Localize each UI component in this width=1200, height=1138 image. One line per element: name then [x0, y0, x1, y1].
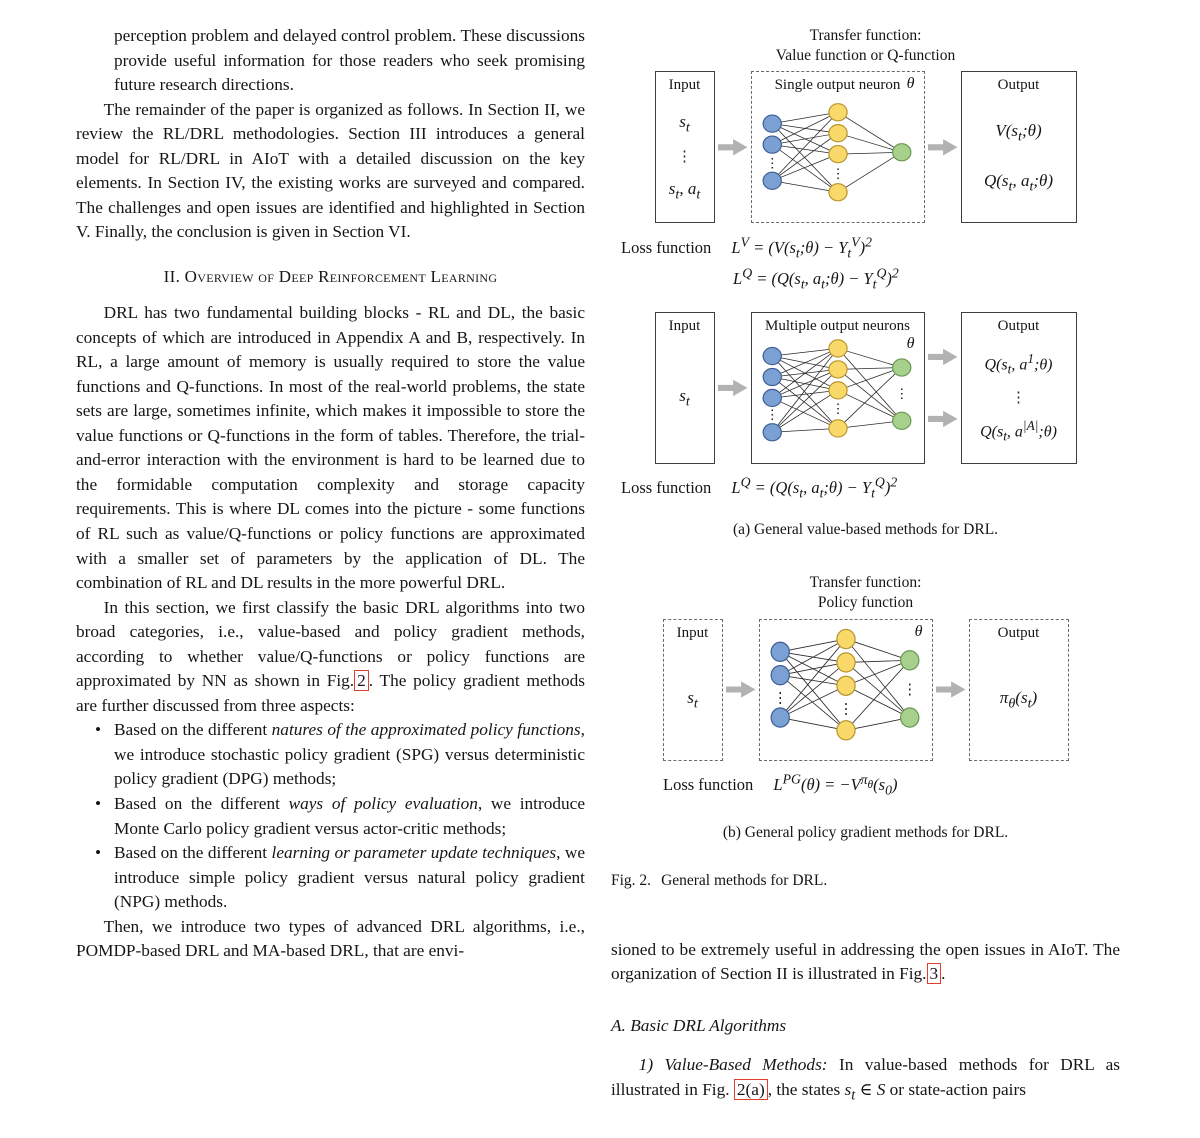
q-function-aA-eq: $Q(s_t$, $a^{|A|};\theta$): [980, 417, 1057, 444]
state-symbol: $s_t$: [679, 112, 690, 136]
subfigure-a: [611, 26, 1120, 541]
section-heading-ii: II. Overview of Deep Reinforcement Learning: [163, 266, 498, 286]
theta-label: θ: [906, 75, 915, 93]
input-neurons: [771, 642, 789, 727]
paragraph-organization: The remainder of the paper is organized as follows. In Section II, we review the RL/DRL methodologies. Section III introduces a general model for RL/DRL in AIoT with a detailed discussion on the key elements. In Section IV, the existing works are surveyed and compared. The challenges and open issues are identified and highlighted in Section V. Finally, the conclusion is given in Section VI.: [76, 99, 585, 242]
flow-arrow-icon: [928, 139, 958, 156]
paragraph-continuation: perception problem and delayed control problem. These discussions provide useful information for those readers who seek promising future research directions.: [114, 26, 585, 95]
network-label: Multiple output neurons: [765, 317, 910, 334]
output-neurons: [892, 143, 910, 160]
network-box-multi: [751, 312, 925, 464]
title-line: Value function or Q-function: [775, 47, 956, 65]
paragraph-classification: In this section, we first classify the basic DRL algorithms into two broad categories, i.e., value-based and policy gradient methods, according to whether value/Q-functions or policy functions are approximated by NN as shown in Fig. 2 . The policy gradient methods are further discussed from three aspects:: [76, 597, 586, 715]
flow-arrow-icon: [718, 139, 748, 156]
loss-eq-v: $L^V$ = $(V(s_t;\theta) - Y_t^V)^2$: [731, 234, 872, 261]
subcaption-b: (b) General policy gradient methods for DRL.: [722, 823, 1009, 841]
state-action-symbol: $s_t$, $a_t$: [668, 179, 701, 203]
input-neurons: [763, 348, 781, 441]
state-symbol: $s_t$: [679, 386, 690, 410]
network-box-single: [751, 71, 925, 223]
bullet-item-policy-evaluation: • Based on the different ways of policy evaluation, we introduce Monte Carlo policy gradient versus actor-critic methods;: [114, 792, 585, 841]
bullet-item-spg-dpg: • Based on the different natures of the approximated policy functions, we introduce stochastic policy gradient (SPG) versus deterministic policy gradient (DPG) methods;: [114, 718, 585, 792]
input-values: [656, 97, 714, 223]
loss-eq-pg: $L^{PG}(\theta) = -V^{\pi_\theta}(s_0)$: [773, 771, 898, 798]
input-label: Input: [676, 624, 709, 641]
loss-eq-q: $L^Q = (Q(s_t$, $a_t;\theta) - Y_t^Q)^2$: [731, 474, 898, 501]
title-line: Transfer function:: [809, 27, 922, 44]
subsection-heading-a: A. Basic DRL Algorithms: [611, 1015, 787, 1035]
input-box: [655, 312, 715, 464]
input-values: [664, 644, 722, 760]
theta-label: θ: [914, 622, 923, 640]
input-neurons: [763, 115, 781, 189]
output-box: [961, 71, 1077, 223]
loss-label: Loss function: [621, 237, 712, 257]
input-label: Input: [668, 77, 701, 94]
paragraph-advanced-drl: Then, we introduce two types of advanced DRL algorithms, i.e., POMDP-based DRL and MA-based DRL, that are envi-: [76, 916, 585, 961]
figure-caption-text: General methods for DRL.: [661, 871, 828, 889]
value-function-eq: $V(s_t;\theta)$: [995, 120, 1042, 145]
transfer-function-title-b: [611, 573, 1120, 613]
svg-text:⋮: ⋮: [764, 407, 779, 423]
svg-text:⋮: ⋮: [772, 689, 787, 707]
flow-arrow-icon: [928, 410, 958, 427]
input-box: [663, 619, 723, 761]
flow-arrow-icon: [726, 681, 756, 698]
subcaption-a: (a) General value-based methods for DRL.: [732, 521, 999, 539]
citation-ref[interactable]: 3: [927, 963, 942, 984]
output-label: Output: [997, 317, 1040, 334]
input-label: Input: [668, 317, 701, 334]
svg-text:⋮: ⋮: [830, 401, 845, 417]
bullet-item-npg: • Based on the different learning or parameter update techniques, we introduce simple policy gradient versus natural policy gradient (NPG) methods.: [114, 841, 585, 915]
vertical-dots: ⋮: [677, 149, 692, 166]
loss-function-row: [663, 770, 1120, 800]
svg-text:⋮: ⋮: [830, 165, 845, 181]
output-box: [961, 312, 1077, 464]
svg-text:⋮: ⋮: [838, 700, 853, 717]
input-box: [655, 71, 715, 223]
loss-function-row: [621, 232, 1120, 262]
theta-label: θ: [906, 334, 915, 352]
paragraph-value-based: 1) Value-Based Methods: In value-based methods for DRL as illustrated in Fig. 2(a) , the states $s_t$ ∈ S or state-action pairs: [611, 1055, 1121, 1104]
output-label: Output: [997, 77, 1040, 94]
citation-ref[interactable]: 2: [354, 670, 369, 691]
hidden-neurons: [836, 629, 854, 739]
neural-network-graphic: [752, 337, 924, 463]
svg-text:⋮: ⋮: [894, 386, 909, 402]
paragraph-drl-blocks: DRL has two fundamental building blocks - RL and DL, the basic concepts of which are introduced in Appendix A and B, respectively. In RL, a large amount of memory is usually required to store the value functions and Q-functions. In most of the real-world problems, the state sets are large, sometimes infinite, which makes it impossible to store the value functions or Q-functions in the form of tables. Therefore, the trial-and-error interaction with the environment is hard to be learned due to the formidable computation complexity and storage capacity requirements. This is where DL comes into the picture - some functions of RL such as value/Q-functions or policy functions are approximated with a smaller set of parameters by the application of DL. The combination of RL and DL results in the more powerful DRL.: [76, 303, 585, 593]
policy-eq: $\pi_\theta(s_t)$: [999, 687, 1038, 712]
flow-arrows: [925, 326, 961, 450]
flow-arrow-icon: [928, 348, 958, 365]
vertical-dots: ⋮: [1011, 390, 1026, 407]
neural-network-graphic: [752, 97, 924, 223]
output-values: [970, 644, 1068, 760]
title-line: Transfer function:: [809, 574, 922, 592]
output-box: [969, 619, 1069, 761]
hidden-neurons: [828, 340, 846, 437]
output-label: Output: [997, 624, 1040, 641]
figure-2: [611, 26, 1120, 892]
network-label: Single output neuron: [774, 77, 901, 94]
hidden-neurons: [828, 103, 846, 200]
title-line: Policy function: [817, 594, 914, 612]
state-symbol: $s_t$: [687, 687, 698, 712]
flow-arrow-icon: [936, 681, 966, 698]
subfigure-b: [611, 573, 1120, 844]
q-function-eq: $Q(s_t$, $a_t;\theta$): [983, 170, 1054, 194]
q-function-a1-eq: $Q(s_t$, $a^1;\theta$): [984, 350, 1053, 377]
left-column: [76, 24, 585, 1106]
right-column: [611, 24, 1120, 1106]
citation-ref[interactable]: 2(a): [734, 1079, 768, 1100]
loss-eq-q: $L^Q = (Q(s_t$, $a_t;\theta) - Y_t^Q)^2$: [733, 265, 899, 292]
transfer-function-title-a: [611, 26, 1120, 66]
flow-arrow-icon: [718, 379, 748, 396]
diagram-policy: [611, 619, 1120, 761]
bullet-list: [76, 718, 585, 914]
svg-text:⋮: ⋮: [764, 155, 779, 170]
loss-function-row: [621, 473, 1120, 503]
figure-caption-label: Fig. 2.: [611, 871, 652, 889]
paragraph-continuation-right: sioned to be extremely useful in addressing the open issues in AIoT. The organization of Section II is illustrated in Fig. 3 .: [611, 939, 1120, 984]
loss-label: Loss function: [621, 478, 712, 498]
diagram-multi-output: [611, 312, 1120, 464]
figure-caption: [611, 870, 1120, 892]
output-values: [962, 337, 1076, 463]
input-values: [656, 337, 714, 463]
loss-label: Loss function: [663, 775, 754, 794]
svg-text:⋮: ⋮: [902, 681, 917, 698]
loss-function-row: [733, 264, 1120, 294]
diagram-single-output: [611, 71, 1120, 223]
output-values: [962, 97, 1076, 223]
neural-network-graphic: [760, 620, 932, 760]
network-box-policy: [759, 619, 933, 761]
